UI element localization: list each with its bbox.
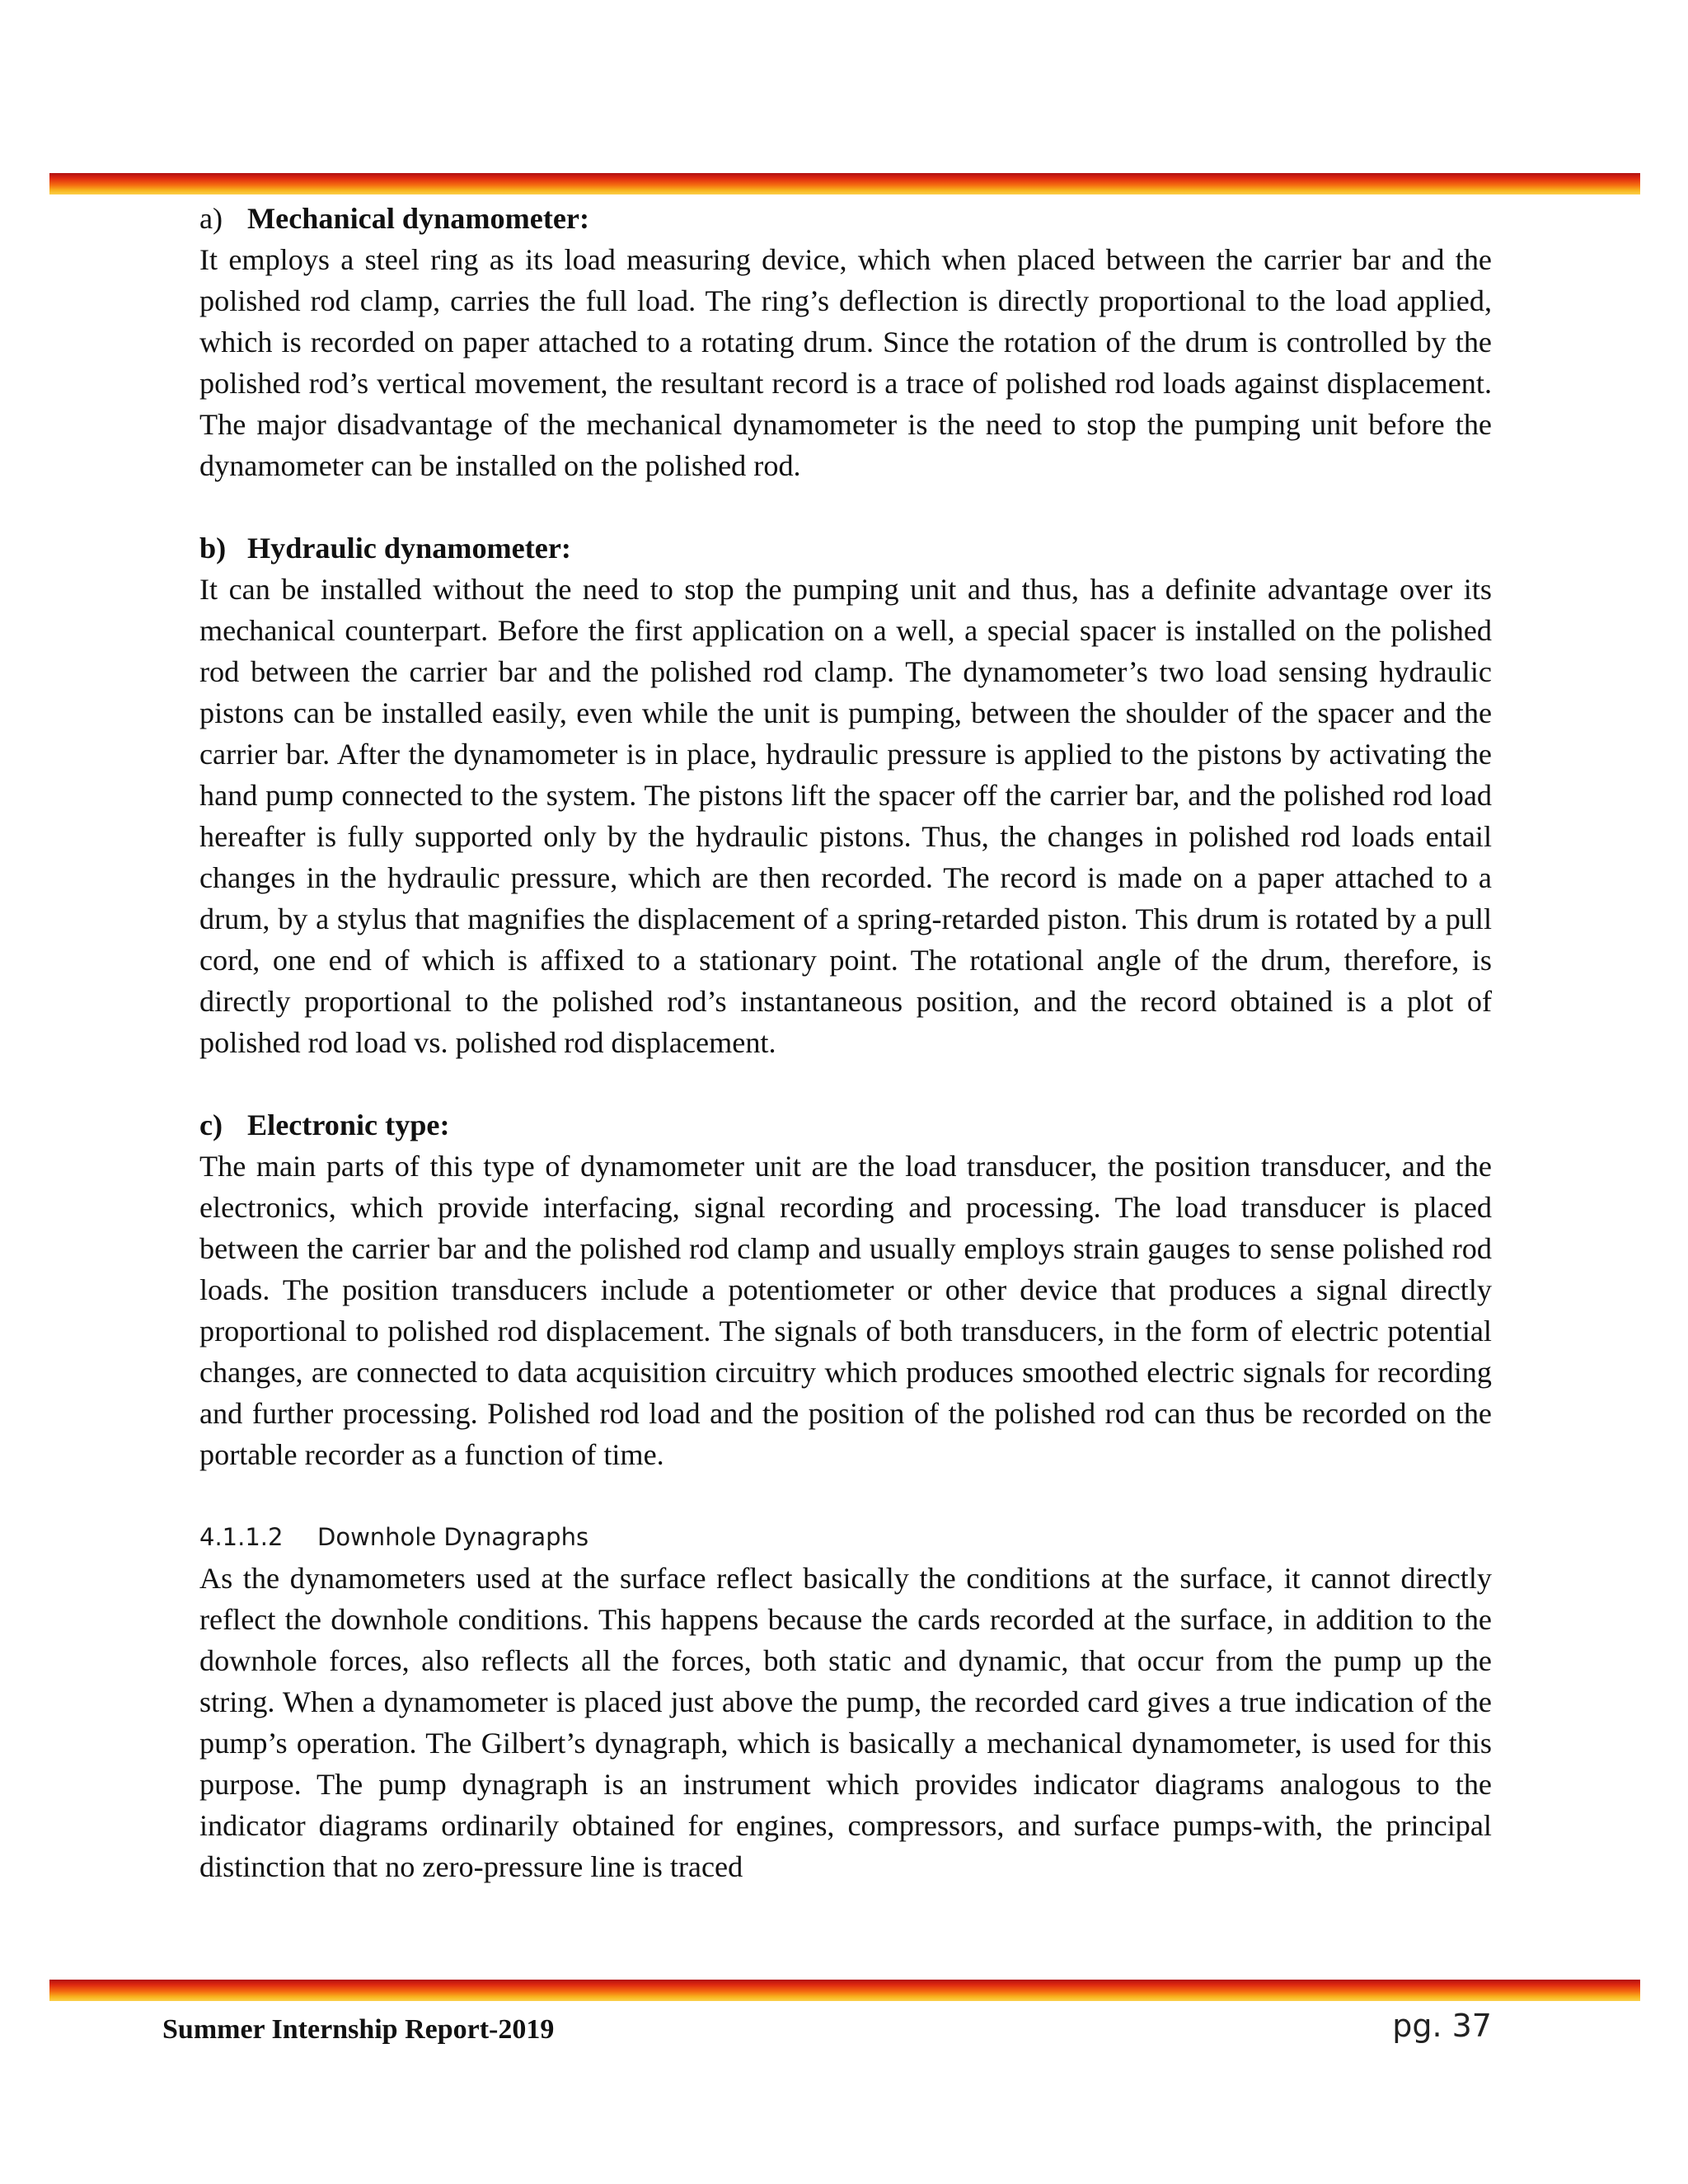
page-number: pg. 37: [1392, 2008, 1492, 2044]
footer-report-title: Summer Internship Report-2019: [162, 2014, 555, 2045]
page-body: [199, 198, 1492, 1887]
section-title: Hydraulic dynamometer:: [247, 532, 571, 565]
spacer: [199, 1063, 1492, 1104]
subsection-title: Downhole Dynagraphs: [317, 1523, 589, 1551]
spacer: [199, 486, 1492, 527]
section-marker: b): [199, 532, 227, 565]
section-heading-electronic: [199, 1104, 1492, 1146]
paragraph-electronic: The main parts of this type of dynamometer unit are the load transducer, the position transducer, and the electronics, which provide interfacing, signal recording and processing. The load transducer is placed between the carrier bar and the polished rod clamp and usually employs strain gauges to sense polished rod loads. The position transducers include a potentiometer or other device that produces a signal directly proportional to polished rod displacement. The signals of both transducers, in the form of electric potential changes, are connected to data acquisition circuitry which produces smoothed electric signals for recording and further processing. Polished rod load and the position of the polished rod can thus be recorded on the portable recorder as a function of time.: [199, 1150, 1492, 1471]
section-marker: a): [199, 202, 223, 235]
spacer: [199, 1475, 1492, 1516]
section-heading-hydraulic: [199, 527, 1492, 569]
section-marker: c): [199, 1108, 223, 1141]
section-title: Electronic type:: [247, 1108, 450, 1141]
section-heading-mechanical: [199, 198, 1492, 239]
paragraph-downhole: As the dynamometers used at the surface reflect basically the conditions at the surface, it cannot directly reflect the downhole conditions. This happens because the cards recorded at the surface, in addition to the downhole forces, also reflects all the forces, both static and dynamic, that occur from the pump up the string. When a dynamometer is placed just above the pump, the recorded card gives a true indication of the pump’s operation. The Gilbert’s dynagraph, which is basically a mechanical dynamometer, is used for this purpose. The pump dynagraph is an instrument which provides indicator diagrams analogous to the indicator diagrams ordinarily obtained for engines, compressors, and surface pumps-with, the principal distinction that no zero-pressure line is traced: [199, 1562, 1492, 1883]
subsection-number: 4.1.1.2: [199, 1523, 284, 1551]
subsection-heading-downhole: [199, 1516, 1492, 1558]
section-title: Mechanical dynamometer:: [247, 202, 590, 235]
footer-rule: [49, 1980, 1640, 2001]
header-rule: [49, 173, 1640, 194]
paragraph-mechanical: It employs a steel ring as its load measuring device, which when placed between the carrier bar and the polished rod clamp, carries the full load. The ring’s deflection is directly proportional to the load applied, which is recorded on paper attached to a rotating drum. Since the rotation of the drum is controlled by the polished rod’s vertical movement, the resultant record is a trace of polished rod loads against displacement. The major disadvantage of the mechanical dynamometer is the need to stop the pumping unit before the dynamometer can be installed on the polished rod.: [199, 243, 1492, 482]
paragraph-hydraulic: It can be installed without the need to stop the pumping unit and thus, has a definite advantage over its mechanical counterpart. Before the first application on a well, a special spacer is installed on the polished rod between the carrier bar and the polished rod clamp. The dynamometer’s two load sensing hydraulic pistons can be installed easily, even while the unit is pumping, between the shoulder of the spacer and the carrier bar. After the dynamometer is in place, hydraulic pressure is applied to the pistons by activating the hand pump connected to the system. The pistons lift the spacer off the carrier bar, and the polished rod load hereafter is fully supported only by the hydraulic pistons. Thus, the changes in polished rod loads entail changes in the hydraulic pressure, which are then recorded. The record is made on a paper attached to a drum, by a stylus that magnifies the displacement of a spring-retarded piston. This drum is rotated by a pull cord, one end of which is affixed to a stationary point. The rotational angle of the drum, therefore, is directly proportional to the polished rod’s instantaneous position, and the record obtained is a plot of polished rod load vs. polished rod displacement.: [199, 573, 1492, 1059]
